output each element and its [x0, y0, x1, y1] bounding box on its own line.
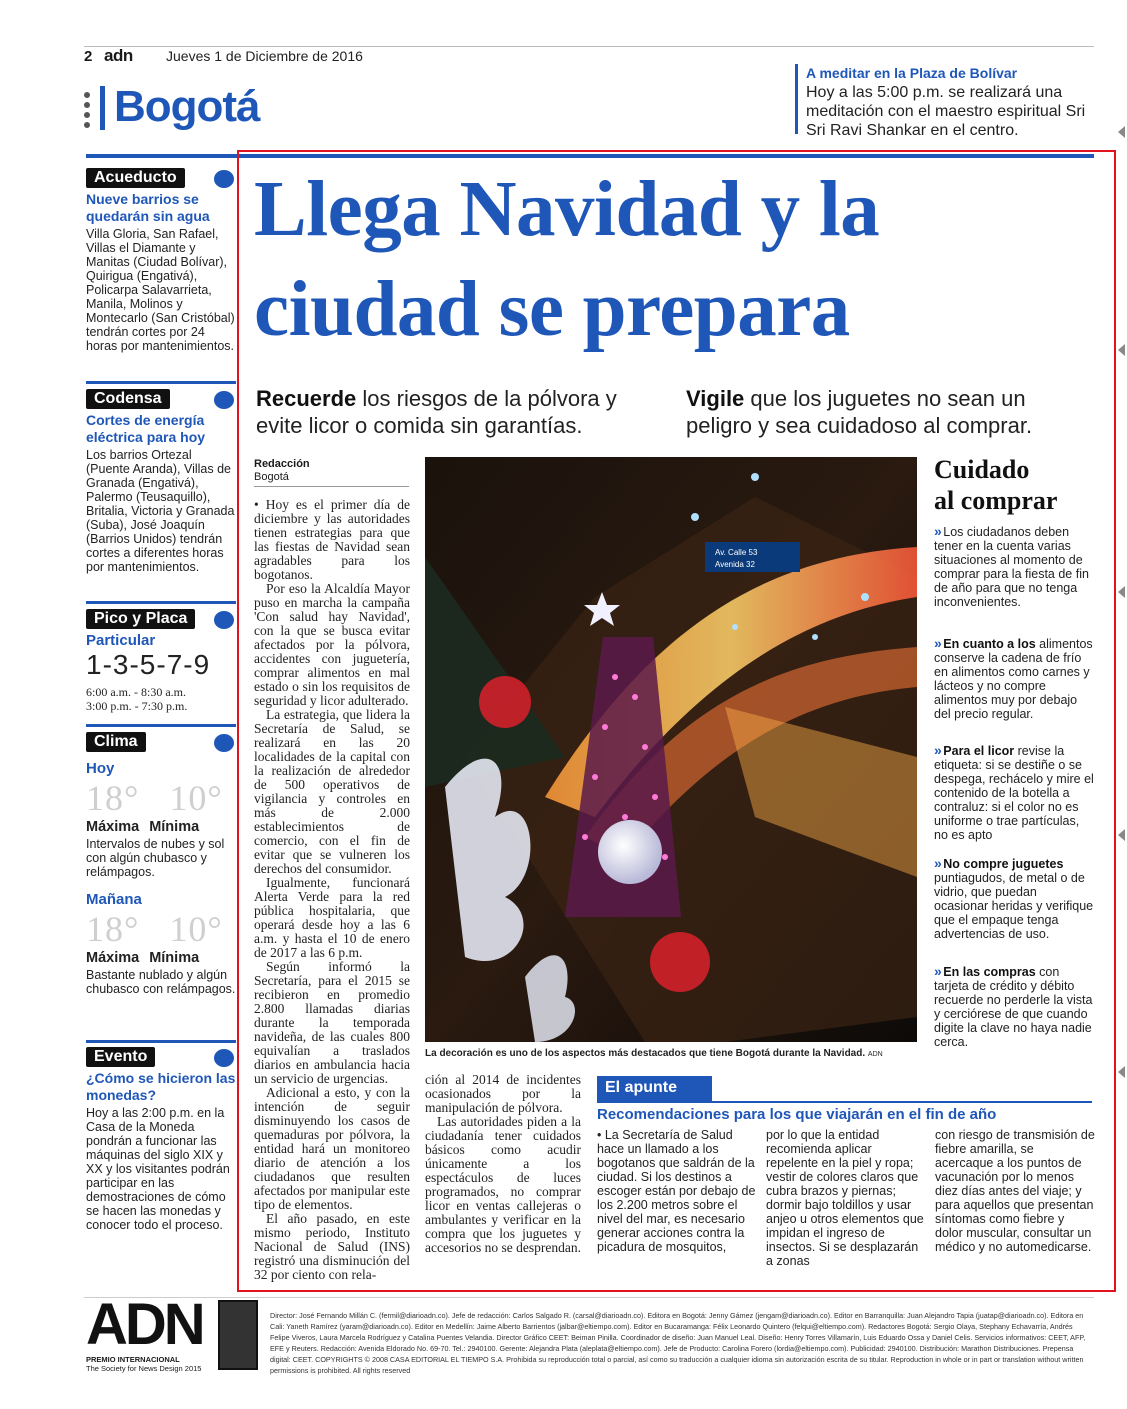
- apunte-title: Recomendaciones para los que viajarán en el fin de año: [597, 1106, 997, 1123]
- max-label: Máxima: [86, 950, 140, 966]
- pico-time-2: 3:00 p.m. - 7:30 p.m.: [86, 699, 188, 713]
- tomorrow-max-temp: 18°: [86, 909, 140, 949]
- tip-text: Los ciudadanos deben tener en la cuenta varias situaciones al momento de comprar para la fiesta de fin de año para que no tenga inconvenientes.: [934, 525, 1089, 609]
- section-bar: [100, 86, 105, 130]
- speech-bubble-icon: [214, 611, 234, 629]
- article-paragraph: El año pasado, en este mismo periodo, Instituto Nacional de Salud (INS) registró una disminución del 32 por ciento con rela-: [254, 1211, 410, 1282]
- footer-rule: [84, 1297, 1094, 1298]
- clima-tag: Clima: [86, 732, 146, 752]
- apunte-column-3: con riesgo de transmisión de fiebre amarilla, se acercaque a los puntos de vacunación por lo menos diez días antes del viaje; y para aquellos que presentan síntomas como fiebre y dolor muscular, consultar un médico y no automedicarse.: [935, 1128, 1095, 1254]
- codensa-text: Los barrios Ortezal (Puente Aranda), Villas de Granada (Engativá), Palermo (Teusaquillo), Britalia, Victoria y Granada (Suba), José Joaquín (Barrios Unidos) tendrán cortes a diferentes horas por mantenimientos.: [86, 448, 235, 574]
- tip-bold: No compre juguetes: [943, 857, 1064, 871]
- tip-text: alimentos conserve la cadena de frío en alimentos como carnes y lácteos y no compre alimentos muy por debajo del precio regular.: [934, 637, 1093, 721]
- headline-line-1: Llega Navidad y la: [254, 166, 880, 253]
- speech-bubble-icon: [214, 170, 234, 188]
- tip-item: [934, 964, 1094, 1049]
- brief-bar: [795, 64, 798, 134]
- max-label: Máxima: [86, 819, 140, 835]
- article-paragraph: La estrategia, que lidera la Secretaría de Salud, se realizará en las 20 localidades de la capital con la realización de alrededor de 500 operativos de vigilancia y controles en más de 2.000 establecimientos de comercio, con el fin de evitar que se vulneren los derechos del consumidor.: [254, 707, 410, 876]
- headline-line-2: ciudad se prepara: [254, 266, 850, 353]
- footer-award: PREMIO INTERNACIONAL: [86, 1355, 180, 1364]
- tip-item: [934, 524, 1094, 609]
- page-edge-marker-icon: [1118, 344, 1125, 356]
- acueducto-text: Villa Gloria, San Rafael, Villas el Diamante y Manitas (Ciudad Bolívar), Quirigua (Engativá), Policarpa Salavarrieta, Manila, Molinos y Montecarlo (San Cristóbal) tendrán cortes por 24 horas por mantenimientos.: [86, 227, 235, 353]
- article-paragraph: Por eso la Alcaldía Mayor puso en marcha la campaña 'Con salud hay Navidad', con la que se busca evitar afectados por la pólvora, accidentes con juguetería, comprar alimentos en mal estado o sin los requisitos de seguridad y licor adulterado.: [254, 581, 410, 708]
- masthead-logo: adn: [104, 46, 133, 65]
- byline: Redacción: [254, 458, 310, 470]
- acueducto-title: Nueve barrios se quedarán sin agua: [86, 191, 210, 224]
- sidebar-divider: [86, 381, 236, 384]
- tip-item: [934, 743, 1094, 842]
- article-paragraph: Igualmente, funcionará Alerta Verde para la red pública hospitalaria, que operará desde hoy a las 6 a.m. y hasta el 10 de enero de 2017 a las 6 p.m.: [254, 875, 410, 960]
- footer-snd: The Society for News Design 2015: [86, 1364, 202, 1373]
- min-label: Mínima: [149, 950, 200, 966]
- deck-right-bold: Vigile: [686, 386, 745, 411]
- article-paragraph: Las autoridades piden a la ciudadanía tener cuidados básicos como acudir únicamente a los espectáculos de luces programados, no comprar licor en ventas callejeras o ambulantes y verificar en la compra que los juguetes y accesorios no se desprendan.: [425, 1114, 581, 1255]
- deck-right-text: que los juguetes no sean un peligro y sea cuidadoso al comprar.: [686, 386, 1033, 438]
- section-dots: [84, 92, 92, 132]
- today-forecast: Intervalos de nubes y sol con algún chubasco y relámpagos.: [86, 837, 225, 879]
- chevron-icon: »: [934, 523, 940, 539]
- speech-bubble-icon: [214, 734, 234, 752]
- section-title: Bogotá: [114, 82, 260, 131]
- footer-credits: Director: José Fernando Millán C. (fermil@diarioadn.co). Jefe de redacción: Carlos Salgado R. (carsal@diarioadn.co). Editora en Bogotá: Jenny Gámez (jengam@diarioadn.co). Editor en Barranquilla: Juan Alejandro Tapia (juatap@diarioadn.co). Editora en Cali: Yaneth Ramírez (yaram@diarioadn.co). Editor en Medellín: Jaime Alberto Barrientos (jalbar@eltiempo.com). Editor en Bucaramanga: Félix Leonardo Quintero (felqui@eltiempo.com). Redactores Bogotá: Sergio Olaya, Stephany Echavarría, Andrés Felipe Viveros, Laura Marcela Rodríguez y Catalina Puentes Velandia. Director Gráfico CEET: Beiman Pinilla. Coordinador de diseño: Juan Manuel Leal. Diseño: Henry Torres Villamarín, Luis Eduardo Ossa y Daniel Celis. Servicios informativos: CEET, AFP, EFE y Reuters. Redacción: Avenida Eldorado No. 69-70. Tel.: 2940100. Gerente: Alejandra Plata (aleplata@eltiempo.com). Jefe de Producto: Carolina Forero (lordia@eltiempo.com). Publicidad: 2940100. Distribución: Marathon Distribuciones. Prepensa digital: CEET. COPYRIGHTS © 2008 CASA EDITORIAL EL TIEMPO S.A. Prohibida su reproducción total o parcial, así como su traducción a cualquier idioma sin autorización escrita de su titular. Reproduction in whole or in part or translation without written permissions is prohibited. All rights reserved: [270, 1311, 1086, 1375]
- article-paragraph: Según informó la Secretaría, para el 2015 se recibieron en promedio 2.800 llamadas diarias durante la temporada navideña, de las cuales 800 equivalían a traslados diarios en ambulancia hacia un servicio de urgencias.: [254, 959, 410, 1086]
- speech-bubble-icon: [214, 1049, 234, 1067]
- cuidado-title: [934, 454, 1057, 516]
- page-number: 2: [84, 48, 93, 65]
- tip-bold: Para el licor: [943, 744, 1015, 758]
- photo-caption: [425, 1048, 883, 1059]
- today-max-temp: 18°: [86, 778, 140, 818]
- tomorrow-forecast: Bastante nublado y algún chubasco con relámpagos.: [86, 968, 236, 996]
- evento-title: ¿Cómo se hicieron las monedas?: [86, 1070, 236, 1103]
- cuidado-title-line-1: Cuidado: [934, 455, 1030, 484]
- footer-logo: ADN: [86, 1292, 203, 1357]
- evento-tag: Evento: [86, 1047, 155, 1067]
- apunte-column-2: por lo que la entidad recomienda aplicar repelente en la piel y ropa; vestir de colores claros que cubra brazos y piernas; dormir bajo toldillos y usar anjeo u otros elementos que impidan el ingreso de insectos. Si se desplazarán a zonas: [766, 1128, 924, 1268]
- chevron-icon: »: [934, 963, 940, 979]
- speech-bubble-icon: [214, 391, 234, 409]
- pico-label: Particular: [86, 632, 156, 649]
- acueducto-tag: Acueducto: [86, 168, 185, 188]
- apunte-tag: El apunte: [597, 1076, 712, 1101]
- byline-rule: [254, 486, 409, 487]
- page-edge-marker-icon: [1118, 829, 1125, 841]
- evento-text: Hoy a las 2:00 p.m. en la Casa de la Moneda pondrán a funcionar las máquinas del siglo XIX y XX y los visitantes podrán participar en las demostraciones de cómo se hacen las monedas y conocer todo el proceso.: [86, 1106, 230, 1232]
- tip-text: puntiagudos, de metal o de vidrio, que puedan ocasionar heridas y verifique que el empaque tenga advertencias de uso.: [934, 871, 1094, 941]
- clima-tomorrow-label: Mañana: [86, 891, 142, 908]
- brief-title: A meditar en la Plaza de Bolívar: [806, 65, 1018, 81]
- min-label: Mínima: [149, 819, 200, 835]
- today-min-temp: 10°: [169, 778, 223, 818]
- pico-box: [86, 609, 236, 713]
- clima-today-label: Hoy: [86, 760, 115, 777]
- pico-time-1: 6:00 a.m. - 8:30 a.m.: [86, 685, 186, 699]
- street-sign-1: Av. Calle 53: [715, 548, 758, 557]
- deck-right: [686, 385, 1086, 439]
- tip-text: revise la etiqueta: si se destiñe o se despega, rechácelo y mire el contenido de la botella a contraluz: si el color no es uniforme o trae partículas, no es apto: [934, 744, 1094, 842]
- article-column-1: [254, 498, 410, 1282]
- pico-numbers: 1-3-5-7-9: [86, 649, 211, 680]
- page-edge-marker-icon: [1118, 1066, 1125, 1078]
- headline: [254, 160, 1104, 360]
- tip-text: con tarjeta de crédito y débito recuerde no perderle la vista y cerciórese de que cuando digite la clave no haya nadie cerca.: [934, 965, 1093, 1049]
- chevron-icon: »: [934, 742, 940, 758]
- award-badge-icon: [218, 1300, 258, 1370]
- article-paragraph: • Hoy es el primer día de diciembre y las autoridades tienen estrategias para que las fiestas de Navidad sean agradables para los bogotanos.: [254, 497, 410, 582]
- sidebar-divider: [86, 724, 236, 727]
- chevron-icon: »: [934, 635, 940, 651]
- header-rule: [84, 46, 1094, 47]
- tomorrow-min-temp: 10°: [169, 909, 223, 949]
- deck-left-text: los riesgos de la pólvora y evite licor o comida sin garantías.: [256, 386, 617, 438]
- sidebar-divider: [86, 601, 236, 604]
- caption-text: La decoración es uno de los aspectos más destacados que tiene Bogotá durante la Navidad.: [425, 1048, 866, 1059]
- photo-credit: ADN: [867, 1051, 883, 1058]
- byline-place: Bogotá: [254, 471, 289, 483]
- page-edge-marker-icon: [1118, 586, 1125, 598]
- article-paragraph: Adicional a esto, y con la intención de seguir disminuyendo los casos de quemaduras por pólvora, la entidad hará un monitoreo diario de atención a los ciudadanos que resulten afectados por manipular este tipo de elementos.: [254, 1085, 410, 1212]
- article-paragraph: ción al 2014 de incidentes ocasionados por la manipulación de pólvora.: [425, 1072, 581, 1115]
- tip-bold: En las compras: [943, 965, 1036, 979]
- apunte-rule: [597, 1101, 1092, 1103]
- clima-box: [86, 732, 236, 996]
- issue-date: Jueves 1 de Diciembre de 2016: [166, 48, 363, 64]
- brief-text: Hoy a las 5:00 p.m. se realizará una meditación con el maestro espiritual Sri Sri Ravi Shankar en el centro.: [806, 84, 1086, 139]
- deck-left-bold: Recuerde: [256, 386, 357, 411]
- christmas-photo: [425, 457, 917, 1042]
- chevron-icon: »: [934, 855, 940, 871]
- tip-bold: En cuanto a los: [943, 637, 1036, 651]
- article-column-2: [425, 1073, 581, 1255]
- acueducto-box: [86, 168, 236, 353]
- codensa-title: Cortes de energía eléctrica para hoy: [86, 412, 206, 445]
- apunte-column-1: • La Secretaría de Salud hace un llamado a los bogotanos que saldrán de la ciudad. Si los destinos a escoger están por debajo de los 2.200 metros sobre el nivel del mar, es necesario generar acciones contra la picadura de mosquitos,: [597, 1128, 756, 1254]
- deck-left: [256, 385, 661, 439]
- pico-tag: Pico y Placa: [86, 609, 195, 629]
- tip-item: [934, 636, 1094, 721]
- codensa-tag: Codensa: [86, 389, 170, 409]
- evento-box: [86, 1047, 236, 1232]
- tip-item: [934, 856, 1094, 941]
- codensa-box: [86, 389, 236, 574]
- sidebar-divider: [86, 1040, 236, 1043]
- page-edge-marker-icon: [1118, 126, 1125, 138]
- street-sign-2: Avenida 32: [715, 560, 755, 569]
- cuidado-title-line-2: al comprar: [934, 486, 1058, 515]
